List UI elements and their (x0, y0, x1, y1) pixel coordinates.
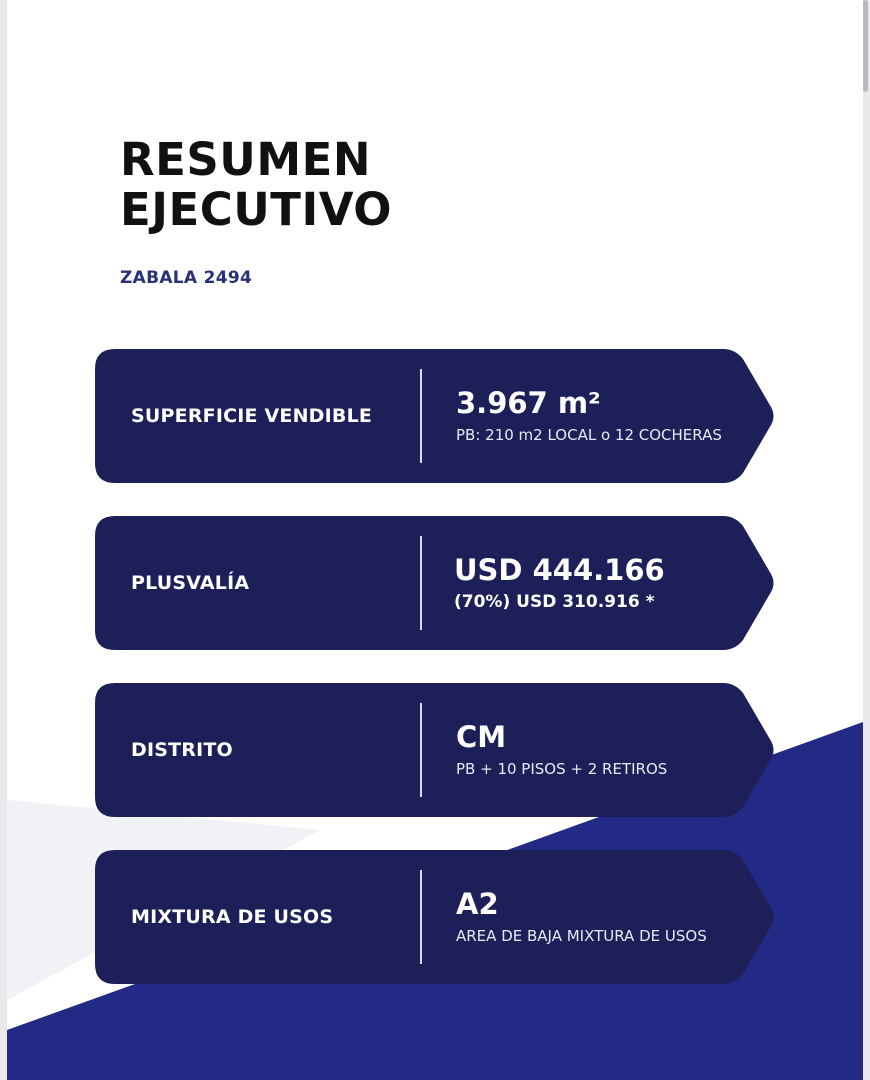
card-distrito (95, 683, 775, 817)
card-detail: PB: 210 m2 LOCAL o 12 COCHERAS (456, 426, 722, 444)
card-label: SUPERFICIE VENDIBLE (131, 405, 373, 427)
scrollbar-thumb[interactable] (863, 0, 868, 92)
card-label: DISTRITO (131, 739, 233, 761)
card-value: A2 (456, 887, 499, 921)
title-line-2: EJECUTIVO (120, 183, 393, 236)
card-value: USD 444.166 (454, 553, 665, 587)
card-divider (420, 369, 422, 463)
page-title (120, 135, 620, 235)
card-values (456, 349, 722, 483)
card-mixtura-de-usos (95, 850, 775, 984)
card-divider (420, 703, 422, 797)
card-values (456, 850, 707, 984)
card-divider (420, 536, 422, 630)
card-label: PLUSVALÍA (131, 572, 250, 594)
card-detail: (70%) USD 310.916 * (454, 592, 655, 612)
title-line-1: RESUMEN (120, 133, 372, 186)
card-detail: PB + 10 PISOS + 2 RETIROS (456, 760, 668, 778)
card-detail: AREA DE BAJA MIXTURA DE USOS (456, 927, 707, 945)
card-plusvalia (95, 516, 775, 650)
card-value: 3.967 m² (456, 386, 601, 420)
project-address: ZABALA 2494 (120, 268, 253, 288)
card-values (456, 683, 667, 817)
card-divider (420, 870, 422, 964)
card-values (454, 516, 665, 650)
card-label: MIXTURA DE USOS (131, 906, 334, 928)
card-superficie-vendible (95, 349, 775, 483)
card-value: CM (456, 720, 507, 754)
left-edge (0, 0, 7, 1080)
scrollbar-track[interactable] (863, 0, 870, 1080)
